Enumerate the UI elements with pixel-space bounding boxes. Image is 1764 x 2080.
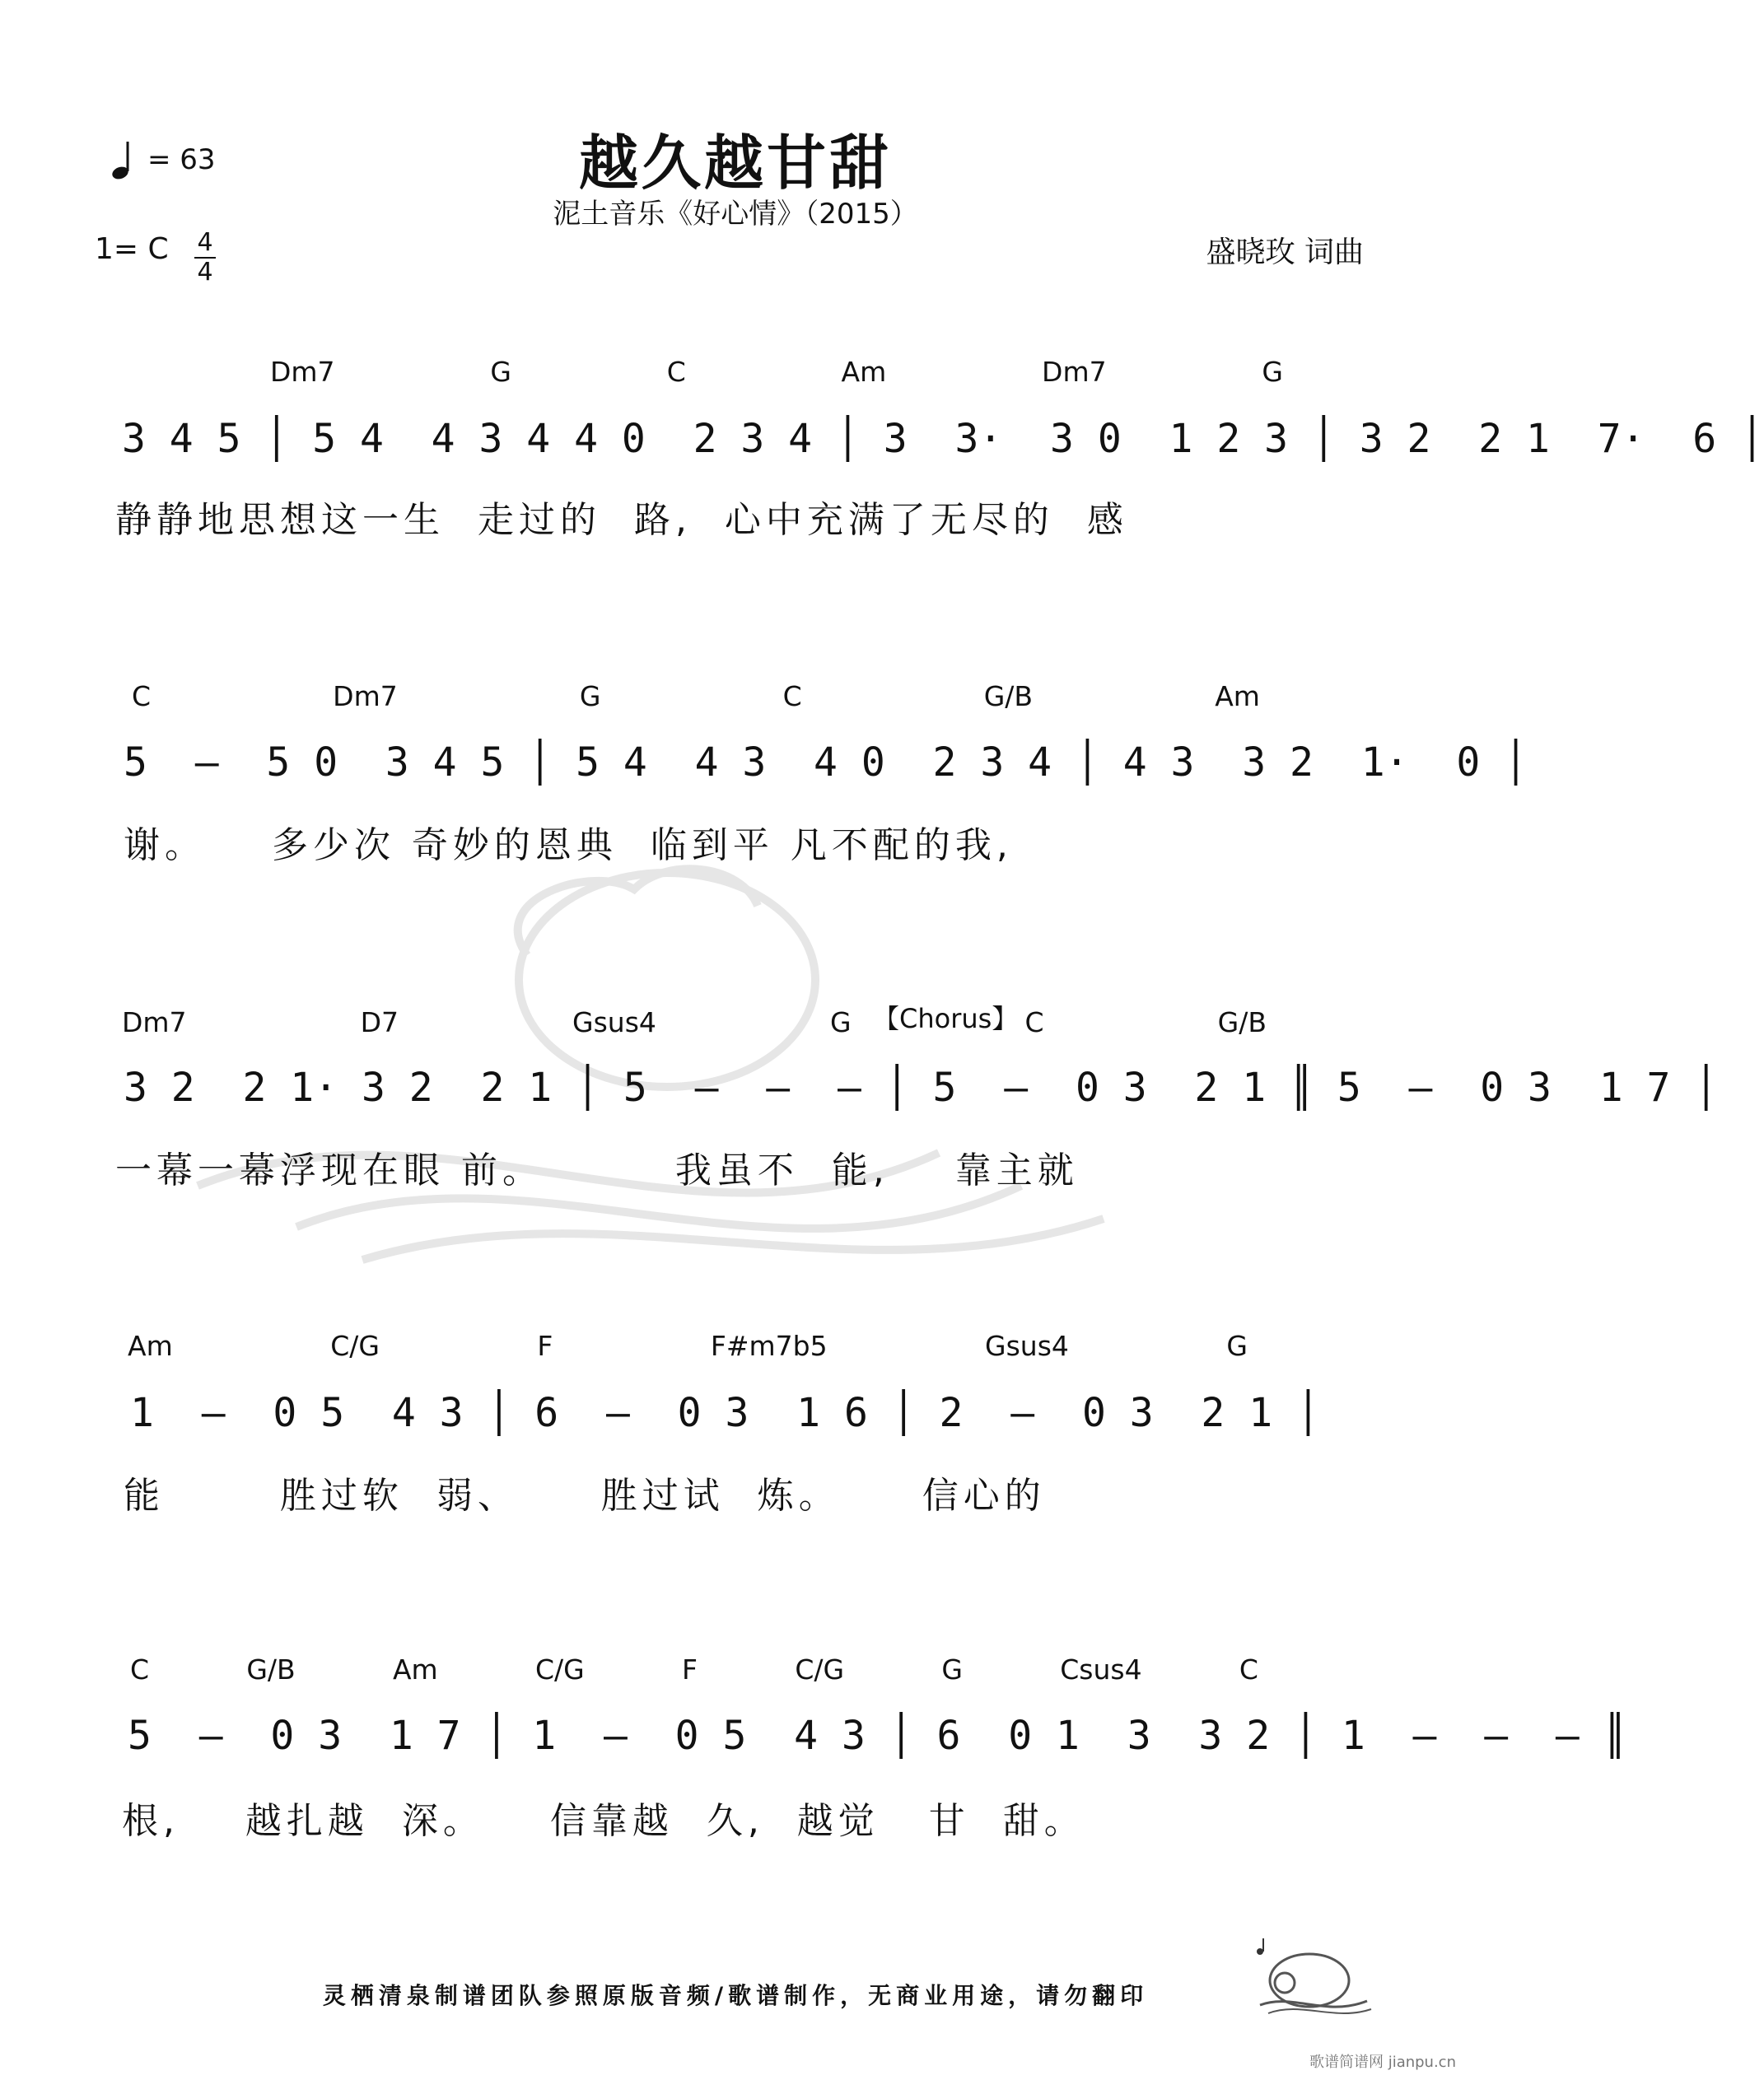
chord: Gsus4 [572, 1006, 656, 1038]
chord-row-3 [122, 1006, 1275, 1038]
note-line-5: 5 – 0 3 1 7 │ 1 – 0 5 4 3 │ 6 0 1 3 3 2 │ 1 – – – ║ [128, 1713, 1627, 1759]
section-label-chorus: 【Chorus】 [873, 1003, 1019, 1034]
chord: F [682, 1653, 698, 1686]
note-line-1: 3 4 5 │ 5 4 4 3 4 4 0 2 3 4 │ 3 3· 3 0 1 2 3 │ 3 2 2 1 7· 6 │ [122, 416, 1764, 462]
chord: G [829, 1006, 852, 1038]
footer-note: 灵栖清泉制谱团队参照原版音频/歌谱制作，无商业用途，请勿翻印 [322, 1982, 1149, 2009]
chord-row-1 [122, 356, 1357, 388]
chord: G [490, 356, 511, 388]
chord: F#m7b5 [710, 1330, 828, 1362]
logo-sheep-icon [1252, 1935, 1375, 2017]
chord: C [1024, 1006, 1044, 1038]
chord: G [1262, 356, 1283, 388]
chord: Dm7 [122, 1006, 187, 1038]
watermark-logo [280, 840, 1186, 1268]
chord: Am [841, 356, 887, 388]
chord: Dm7 [270, 356, 335, 388]
chord: C [1239, 1653, 1258, 1686]
time-signature-bottom: 4 [197, 258, 213, 287]
chord: C/G [330, 1330, 380, 1362]
note-line-2: 5 – 5 0 3 4 5 │ 5 4 4 3 4 0 2 3 4 │ 4 3 3 2 1· 0 │ [124, 739, 1528, 786]
chord: G/B [1217, 1006, 1267, 1038]
lyric-line-5: 根, 越扎越 深。 信靠越 久, 越觉 甘 甜。 [122, 1800, 1085, 1842]
time-signature-top: 4 [197, 228, 213, 257]
chord: Dm7 [333, 680, 398, 712]
chord: D7 [360, 1006, 399, 1038]
site-watermark: 歌谱简谱网 jianpu.cn [1309, 2054, 1456, 2071]
chord: G [941, 1653, 963, 1686]
lyric-line-3: 一幕一幕浮现在眼 前。 我虽不 能, 靠主就 [115, 1150, 1079, 1192]
lyric-line-4: 能 胜过软 弱、 胜过试 炼。 信心的 [124, 1475, 1046, 1517]
chord: G/B [983, 680, 1034, 712]
composer-credit: 盛晓玫 词曲 [1206, 236, 1364, 269]
time-signature [194, 228, 216, 287]
lyric-line-2: 谢。 多少次 奇妙的恩典 临到平 凡不配的我, [124, 824, 1013, 866]
chord: Csus4 [1060, 1653, 1142, 1686]
chord: C/G [795, 1653, 845, 1686]
chord: Am [128, 1330, 173, 1362]
album-subtitle: 泥土音乐《好心情》（2015） [553, 198, 918, 231]
chord: G [579, 680, 601, 712]
tempo-marking [111, 140, 216, 180]
note-line-4: 1 – 0 5 4 3 │ 6 – 0 3 1 6 │ 2 – 0 3 2 1 │ [130, 1390, 1320, 1436]
lyric-line-1: 静静地思想这一生 走过的 路, 心中充满了无尽的 感 [115, 499, 1128, 541]
chord: F [537, 1330, 553, 1362]
chord-row-2 [132, 680, 1285, 712]
chord: Dm7 [1042, 356, 1107, 388]
chord: C/G [535, 1653, 585, 1686]
chord: C [666, 356, 686, 388]
chord-row-4 [128, 1330, 1264, 1362]
song-title: 越久越甘甜 [578, 128, 892, 198]
chord: Am [1215, 680, 1260, 712]
chord: Am [392, 1653, 438, 1686]
key-signature: 1= C [95, 232, 169, 266]
chord: G/B [246, 1653, 296, 1686]
chord: G [1226, 1330, 1248, 1362]
chord-row-5 [130, 1653, 1275, 1686]
tempo-value: = 63 [147, 143, 216, 176]
note-line-3: 3 2 2 1· 3 2 2 1 │ 5 – – – │ 5 – 0 3 2 1 ║ 5 – 0 3 1 7 │ [124, 1065, 1719, 1111]
quarter-note-icon [111, 140, 136, 180]
chord: C [132, 680, 152, 712]
chord: Gsus4 [985, 1330, 1069, 1362]
chord: C [130, 1653, 150, 1686]
chord: C [782, 680, 802, 712]
